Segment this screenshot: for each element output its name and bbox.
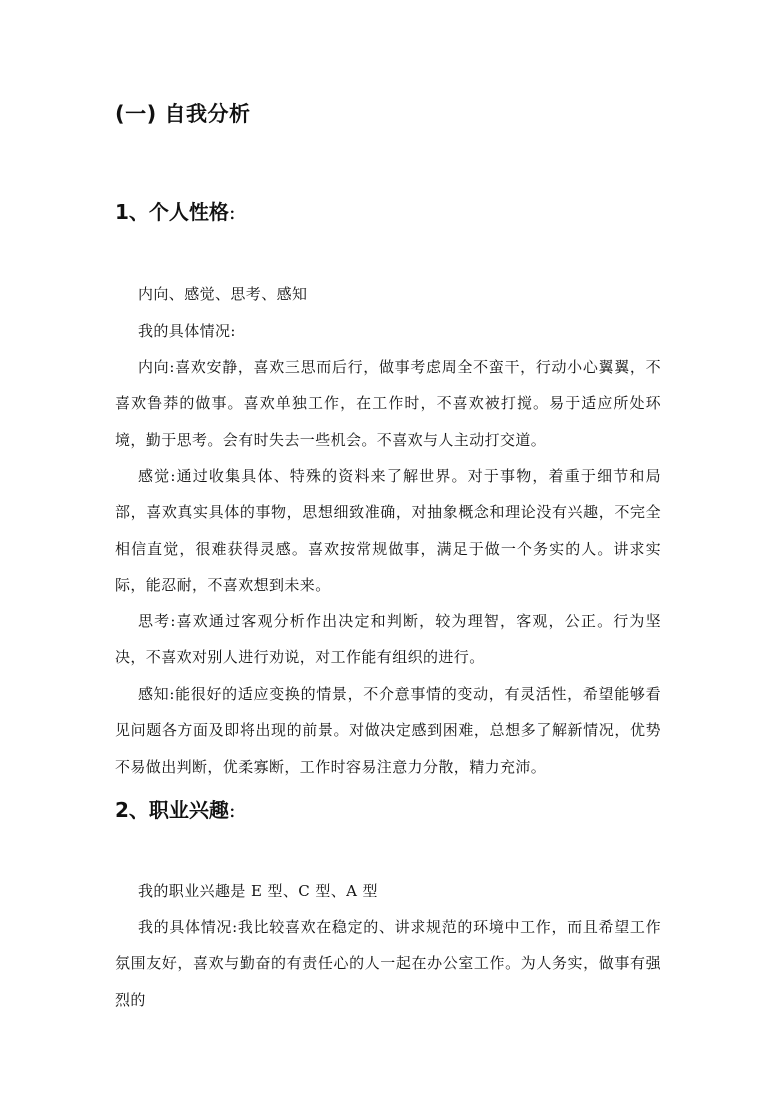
personality-heading-colon: :: [228, 200, 236, 224]
personality-introvert: 内向:喜欢安静，喜欢三思而后行，做事考虑周全不蛮干，行动小心翼翼，不喜欢鲁莽的做事。喜欢单独工作，在工作时，不喜欢被打搅。易于适应所处环境，勤于思考。会有时失去一些机会。不喜欢与人主动打交道。: [115, 358, 661, 449]
career-interest-types: 我的职业兴趣是 E 型、C 型、A 型: [138, 882, 378, 900]
career-interest-heading: [115, 794, 236, 826]
personality-thinking: 思考:喜欢通过客观分析作出决定和判断，较为理智，客观，公正。行为坚决，不喜欢对别人进行劝说，对工作能有组织的进行。: [115, 612, 661, 667]
section-title: (一) 自我分析: [115, 102, 251, 126]
career-interest-heading-colon: :: [228, 798, 236, 822]
personality-heading-text: 1、个人性格: [115, 200, 229, 224]
career-interest-details: 我的具体情况:我比较喜欢在稳定的、讲求规范的环境中工作，而且希望工作氛围友好，喜欢与勤奋的有责任心的人一起在办公室工作。为人务实，做事有强烈的: [115, 918, 661, 1009]
personality-types: 内向、感觉、思考、感知: [138, 285, 308, 303]
personality-perceiving: 感知:能很好的适应变换的情景，不介意事情的变动，有灵活性，希望能够看见问题各方面及即将出现的前景。对做决定感到困难，总想多了解新情况，优势不易做出判断，优柔寡断，工作时容易注意力分散，精力充沛。: [115, 685, 661, 776]
career-interest-heading-text: 2、职业兴趣: [115, 798, 229, 822]
personality-sensing: 感觉:通过收集具体、特殊的资料来了解世界。对于事物，着重于细节和局部，喜欢真实具体的事物，思想细致准确，对抽象概念和理论没有兴趣，不完全相信直觉，很难获得灵感。喜欢按常规做事，满足于做一个务实的人。讲求实际，能忍耐，不喜欢想到未来。: [115, 467, 661, 594]
personality-heading: [115, 196, 236, 228]
personality-details-intro: 我的具体情况:: [138, 322, 236, 340]
